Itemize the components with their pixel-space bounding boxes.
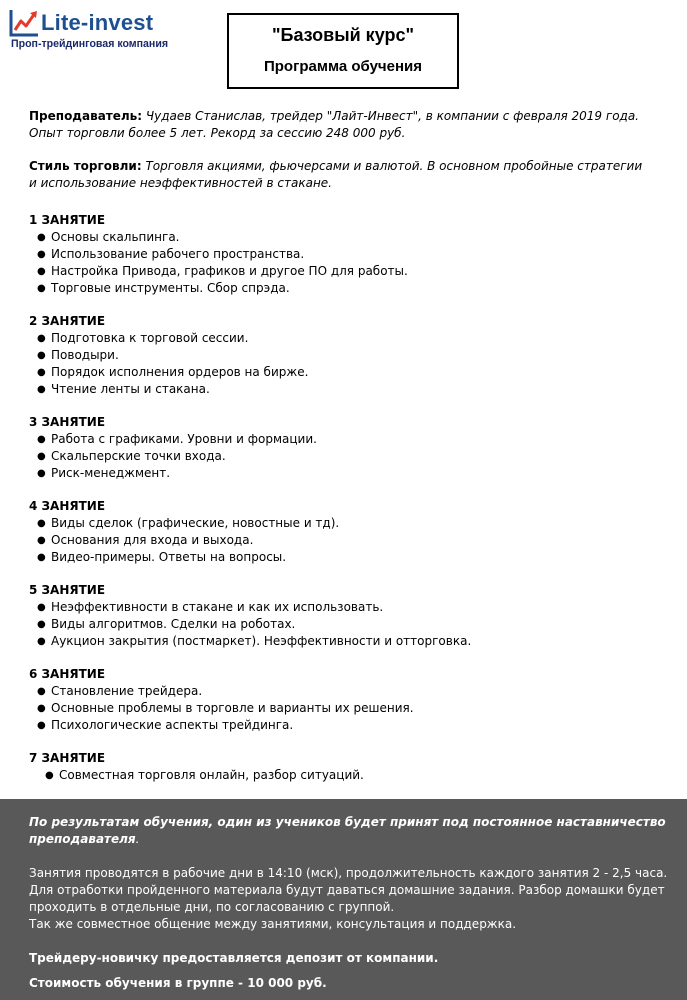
schedule-line: Занятия проводятся в рабочие дни в 14:10 (мск), продолжительность каждого занятия 2 - 2,5 часа. (29, 866, 668, 880)
list-item: ● Виды алгоритмов. Сделки на роботах. (37, 616, 649, 633)
logo-name: Lite-invest (41, 10, 154, 35)
title-box (227, 13, 459, 89)
lesson-title: 6 ЗАНЯТИЕ (29, 667, 106, 681)
logo-tagline: Проп-трейдинговая компания (11, 38, 169, 50)
mentorship-note (29, 814, 669, 848)
mentorship-text: По результатам обучения, один из учеников будет принят под постоянное наставничество преподавателя (29, 815, 666, 846)
program-subtitle: Программа обучения (263, 58, 423, 75)
list-item: ● Риск-менеджмент. (37, 465, 649, 482)
lesson-title: 1 ЗАНЯТИЕ (29, 213, 106, 227)
list-item: ● Виды сделок (графические, новостные и тд). (37, 515, 649, 532)
trading-style (29, 158, 649, 192)
list-item: ● Основания для входа и выхода. (37, 532, 649, 549)
lesson-3 (29, 414, 649, 482)
list-item: ● Психологические аспекты трейдинга. (37, 717, 649, 734)
company-logo (8, 8, 208, 53)
teacher-text: Чудаев Станислав, трейдер "Лайт-Инвест", в компании с февраля 2019 года. Опыт торговли более 5 лет. Рекорд за сессию 248 000 руб. (29, 109, 639, 140)
list-item: ● Становление трейдера. (37, 683, 649, 700)
lesson-2 (29, 313, 649, 398)
price-note: Стоимость обучения в группе - 10 000 руб. (29, 976, 327, 990)
list-item: ● Использование рабочего пространства. (37, 246, 649, 263)
list-item: ● Порядок исполнения ордеров на бирже. (37, 364, 649, 381)
lesson-1 (29, 212, 649, 297)
style-text: Торговля акциями, фьючерсами и валютой. В основном пробойные стратегии и использование неэффективностей в стакане. (29, 159, 643, 190)
course-content (29, 108, 649, 800)
list-item: ● Неэффективности в стакане и как их использовать. (37, 599, 649, 616)
chart-logo-icon (8, 8, 40, 38)
footer-panel (0, 799, 687, 1000)
style-label: Стиль торговли: (29, 159, 142, 173)
list-item: ● Скальперские точки входа. (37, 448, 649, 465)
course-title: "Базовый курс" (271, 25, 415, 45)
list-item: ● Подготовка к торговой сессии. (37, 330, 649, 347)
teacher-info (29, 108, 649, 142)
list-item: ● Поводыри. (37, 347, 649, 364)
list-item: ● Торговые инструменты. Сбор спрэда. (37, 280, 649, 297)
list-item: ● Совместная торговля онлайн, разбор ситуаций. (45, 767, 649, 784)
list-item: ● Видео-примеры. Ответы на вопросы. (37, 549, 649, 566)
schedule-line: Так же совместное общение между занятиями, консультация и поддержка. (29, 917, 517, 931)
list-item: ● Аукцион закрытия (постмаркет). Неэффективности и отторговка. (37, 633, 649, 650)
lesson-title: 7 ЗАНЯТИЕ (29, 751, 106, 765)
list-item: ● Основные проблемы в торговле и варианты их решения. (37, 700, 649, 717)
list-item: ● Работа с графиками. Уровни и формации. (37, 431, 649, 448)
schedule-line: Для отработки пройденного материала будут даваться домашние задания. Разбор домашки будет проходить в отдельные дни, по согласованию с группой. (29, 883, 665, 914)
lesson-title: 2 ЗАНЯТИЕ (29, 314, 106, 328)
lesson-title: 4 ЗАНЯТИЕ (29, 499, 106, 513)
lesson-title: 3 ЗАНЯТИЕ (29, 415, 106, 429)
mentorship-period: . (135, 832, 140, 846)
lesson-title: 5 ЗАНЯТИЕ (29, 583, 106, 597)
teacher-label: Преподаватель: (29, 109, 143, 123)
lesson-4 (29, 498, 649, 566)
lesson-5 (29, 582, 649, 650)
list-item: ● Настройка Привода, графиков и другое ПО для работы. (37, 263, 649, 280)
lesson-6 (29, 666, 649, 734)
deposit-note: Трейдеру-новичку предоставляется депозит от компании. (29, 951, 439, 965)
lesson-7 (29, 750, 649, 784)
list-item: ● Основы скальпинга. (37, 229, 649, 246)
list-item: ● Чтение ленты и стакана. (37, 381, 649, 398)
